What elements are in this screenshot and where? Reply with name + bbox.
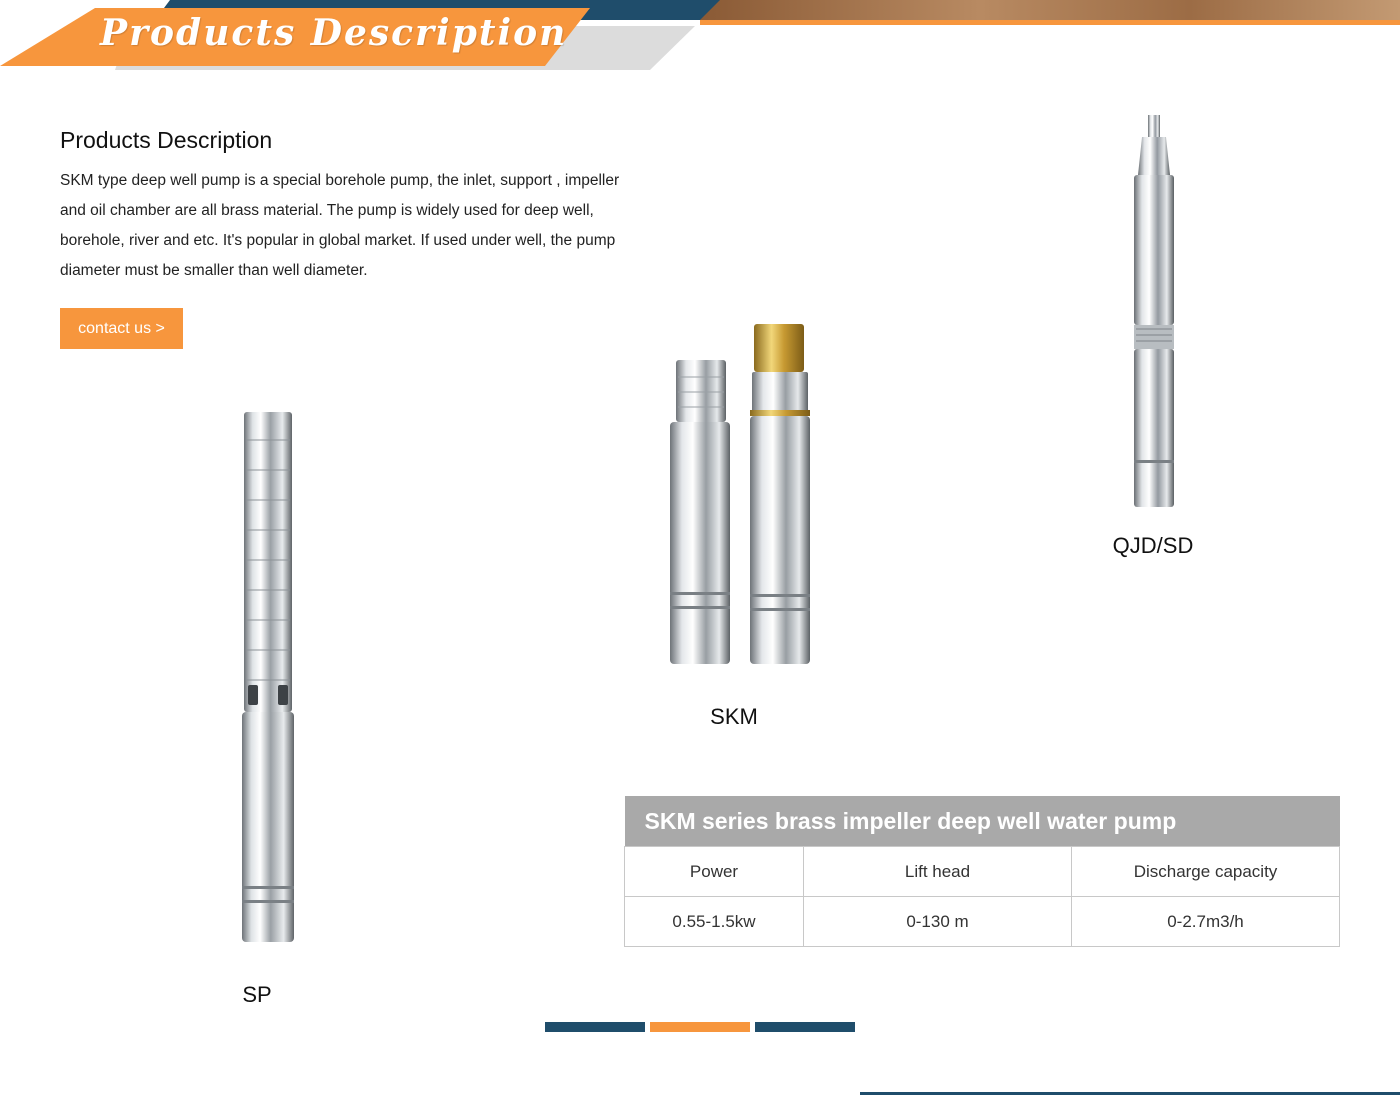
spec-table-header-row xyxy=(625,796,1340,847)
section-heading: Products Description xyxy=(60,127,273,153)
table-row xyxy=(625,847,1340,897)
banner-title: Products Description xyxy=(100,12,568,54)
carousel-dot-1[interactable] xyxy=(545,1022,645,1032)
spec-table xyxy=(624,796,1340,947)
qjd-sd-pump-image[interactable] xyxy=(1130,115,1178,515)
qjd-sd-pump-icon xyxy=(1130,115,1178,510)
sp-pump-image[interactable] xyxy=(238,410,300,950)
header-banner xyxy=(0,0,1400,75)
spec-value-power: 0.55-1.5kw xyxy=(625,897,804,947)
skm-pump-icon xyxy=(668,322,813,667)
qjd-sd-caption: QJD/SD xyxy=(1112,533,1194,558)
spec-header-lift-head: Lift head xyxy=(804,847,1072,897)
table-row xyxy=(625,897,1340,947)
skm-caption: SKM xyxy=(710,704,758,729)
carousel-dot-2-active[interactable] xyxy=(650,1022,750,1032)
contact-us-button[interactable]: contact us > xyxy=(60,308,183,349)
skm-pump-image[interactable] xyxy=(668,322,813,672)
product-description: SKM type deep well pump is a special borehole pump, the inlet, support , impeller and oil chamber are all brass material. The pump is widely used for deep well, borehole, river and etc. It's popular in global market. If used under well, the pump diameter must be smaller than well diameter. xyxy=(60,172,620,279)
carousel-indicators xyxy=(545,1022,855,1032)
sp-caption: SP xyxy=(242,982,272,1007)
carousel-dot-3[interactable] xyxy=(755,1022,855,1032)
spec-value-discharge-capacity: 0-2.7m3/h xyxy=(1072,897,1340,947)
spec-header-discharge-capacity: Discharge capacity xyxy=(1072,847,1340,897)
spec-header-power: Power xyxy=(625,847,804,897)
spec-value-lift-head: 0-130 m xyxy=(804,897,1072,947)
spec-table-title: SKM series brass impeller deep well water pump xyxy=(625,796,1340,847)
sp-pump-icon xyxy=(238,410,300,945)
